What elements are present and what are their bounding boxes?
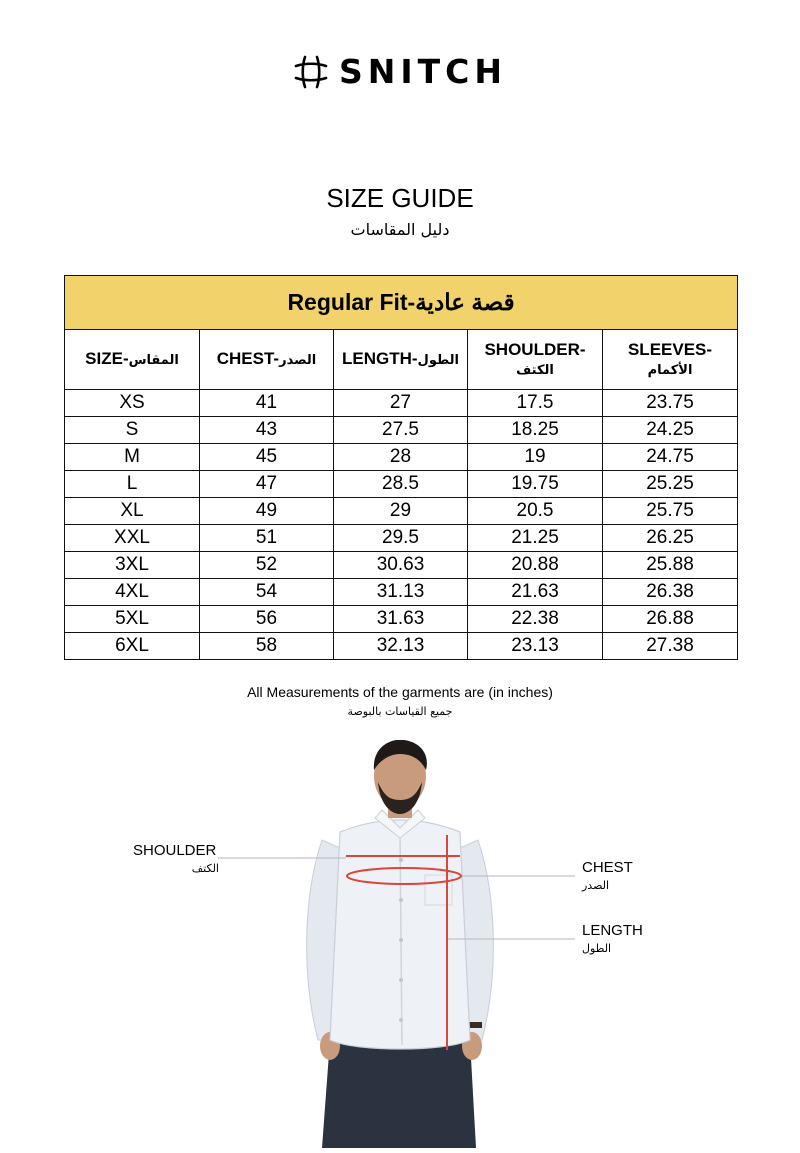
table-cell: L xyxy=(65,471,200,498)
column-header xyxy=(65,330,200,390)
column-header-en: CHEST- xyxy=(216,349,280,368)
column-header-ar: الأكمام xyxy=(647,362,693,378)
column-header-en: SLEEVES- xyxy=(627,339,713,359)
table-cell: 19.75 xyxy=(468,471,603,498)
length-label xyxy=(582,922,643,955)
table-row xyxy=(65,579,738,606)
table-cell: 25.25 xyxy=(603,471,738,498)
brand-logo xyxy=(0,52,800,91)
column-header xyxy=(468,330,603,390)
table-cell: 30.63 xyxy=(334,552,468,579)
shoulder-label-en: SHOULDER xyxy=(133,842,217,859)
table-cell: 6XL xyxy=(65,633,200,660)
length-label-en: LENGTH xyxy=(582,922,643,939)
table-row xyxy=(65,417,738,444)
column-header-en: LENGTH- xyxy=(342,349,418,368)
table-cell: XS xyxy=(65,390,200,417)
column-header-ar: الكتف xyxy=(516,362,554,378)
model-figure xyxy=(0,740,800,1148)
table-cell: 29.5 xyxy=(334,525,468,552)
column-header xyxy=(334,330,468,390)
column-header-ar: الطول xyxy=(417,353,459,368)
table-cell: 27.5 xyxy=(334,417,468,444)
table-cell: 49 xyxy=(200,498,334,525)
column-header xyxy=(603,330,738,390)
table-cell: XL xyxy=(65,498,200,525)
model-jeans xyxy=(322,1040,476,1148)
table-cell: 41 xyxy=(200,390,334,417)
table-cell: 26.88 xyxy=(603,606,738,633)
table-cell: 54 xyxy=(200,579,334,606)
table-cell: 21.25 xyxy=(468,525,603,552)
table-row xyxy=(65,633,738,660)
snitch-hash-logo-icon xyxy=(293,54,329,90)
shoulder-label xyxy=(133,842,219,875)
table-cell: 31.13 xyxy=(334,579,468,606)
page-subtitle: دليل المقاسات xyxy=(350,220,450,239)
column-header-en: SIZE- xyxy=(85,349,129,368)
length-label-ar: الطول xyxy=(582,942,612,955)
table-cell: 27.38 xyxy=(603,633,738,660)
table-cell: 20.88 xyxy=(468,552,603,579)
table-cell: 25.75 xyxy=(603,498,738,525)
table-row xyxy=(65,444,738,471)
table-cell: 28 xyxy=(334,444,468,471)
shoulder-label-ar: الكتف xyxy=(191,862,219,875)
table-cell: 5XL xyxy=(65,606,200,633)
table-row xyxy=(65,471,738,498)
table-cell: 24.75 xyxy=(603,444,738,471)
table-cell: 24.25 xyxy=(603,417,738,444)
table-cell: 45 xyxy=(200,444,334,471)
table-row xyxy=(65,606,738,633)
column-header xyxy=(200,330,334,390)
table-cell: 20.5 xyxy=(468,498,603,525)
table-row xyxy=(65,498,738,525)
column-header-ar: الصدر xyxy=(279,353,317,368)
table-cell: 17.5 xyxy=(468,390,603,417)
table-row xyxy=(65,525,738,552)
table-cell: 28.5 xyxy=(334,471,468,498)
table-cell: M xyxy=(65,444,200,471)
model-illustration xyxy=(0,740,800,1148)
table-row xyxy=(65,552,738,579)
brand-name: SNITCH xyxy=(338,52,507,91)
table-cell: 22.38 xyxy=(468,606,603,633)
table-cell: 56 xyxy=(200,606,334,633)
table-cell: 4XL xyxy=(65,579,200,606)
table-cell: XXL xyxy=(65,525,200,552)
chest-label xyxy=(582,859,633,892)
chest-label-en: CHEST xyxy=(582,859,633,876)
column-header-en: SHOULDER- xyxy=(484,339,586,359)
column-header-ar: المقاس xyxy=(128,353,179,368)
table-cell: 23.75 xyxy=(603,390,738,417)
table-cell: 47 xyxy=(200,471,334,498)
measurement-note-arabic: جميع القياسات بالبوصة xyxy=(347,705,453,718)
table-cell: 29 xyxy=(334,498,468,525)
size-table xyxy=(64,275,738,660)
table-row xyxy=(65,390,738,417)
table-cell: 27 xyxy=(334,390,468,417)
table-cell: 51 xyxy=(200,525,334,552)
table-cell: 18.25 xyxy=(468,417,603,444)
table-cell: 3XL xyxy=(65,552,200,579)
page-title: SIZE GUIDE xyxy=(326,183,474,213)
measurement-note: All Measurements of the garments are (in inches) xyxy=(247,684,553,700)
table-cell: 52 xyxy=(200,552,334,579)
table-cell: 23.13 xyxy=(468,633,603,660)
table-cell: S xyxy=(65,417,200,444)
chest-label-ar: الصدر xyxy=(582,879,610,892)
table-cell: 43 xyxy=(200,417,334,444)
table-cell: 26.25 xyxy=(603,525,738,552)
table-cell: 21.63 xyxy=(468,579,603,606)
table-cell: 26.38 xyxy=(603,579,738,606)
table-cell: 58 xyxy=(200,633,334,660)
table-banner: Regular Fit-قصة عادية xyxy=(65,276,738,330)
table-cell: 32.13 xyxy=(334,633,468,660)
table-cell: 31.63 xyxy=(334,606,468,633)
table-cell: 19 xyxy=(468,444,603,471)
table-cell: 25.88 xyxy=(603,552,738,579)
